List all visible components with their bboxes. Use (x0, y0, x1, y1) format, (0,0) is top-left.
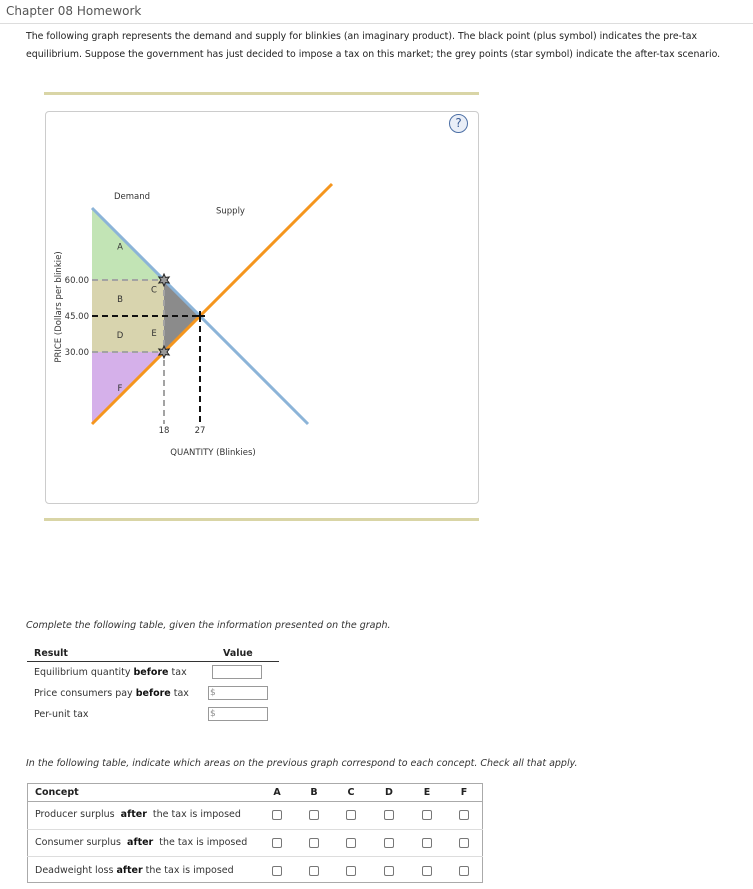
producer-surplus-checkbox-a[interactable] (272, 810, 282, 820)
price-consumers-input[interactable] (208, 686, 268, 700)
intro-line-2: equilibrium. Suppose the government has just decided to impose a tax on this market; the grey points (star symbol) indicate the after-tax scenario. (26, 49, 721, 60)
producer-surplus-checkbox-d[interactable] (384, 810, 394, 820)
deadweight-loss-checkbox-d[interactable] (384, 866, 394, 876)
producer-surplus-checkbox-c[interactable] (346, 810, 356, 820)
consumer-surplus-checkbox-c[interactable] (346, 838, 356, 848)
supply-label: Supply (216, 206, 245, 217)
table2-header-rule (27, 801, 483, 802)
table2-row-divider (27, 856, 483, 857)
equilibrium-quantity-input[interactable] (212, 665, 262, 679)
table1-row-per-unit-tax: Per-unit tax (34, 709, 89, 720)
area-label-d: D (116, 331, 124, 342)
area-label-e: E (151, 328, 157, 339)
table2-row-divider (27, 829, 483, 830)
intro-line-1: The following graph represents the demand and supply for blinkies (an imaginary product). The black point (plus symbol) indicates the pre-tax (26, 31, 698, 42)
deadweight-loss-checkbox-b[interactable] (309, 866, 319, 876)
table2-instruction: In the following table, indicate which areas on the previous graph correspond to each concept. Check all that apply. (26, 758, 578, 769)
deadweight-loss-checkbox-e[interactable] (422, 866, 432, 876)
producer-surplus-checkbox-b[interactable] (309, 810, 319, 820)
y-tick-label: 45.00 (64, 312, 89, 322)
page-title: Chapter 08 Homework (6, 4, 142, 18)
consumer-surplus-checkbox-f[interactable] (459, 838, 469, 848)
concept-row-deadweight-loss: Deadweight loss after the tax is imposed (35, 865, 234, 876)
dollar-sign: $ (210, 688, 216, 698)
concept-row-producer-surplus: Producer surplus after the tax is imposed (35, 809, 241, 820)
consumer-surplus-checkbox-a[interactable] (272, 838, 282, 848)
dollar-sign: $ (210, 709, 216, 719)
table1-instruction: Complete the following table, given the information presented on the graph. (26, 620, 391, 631)
table1-header-rule (27, 661, 279, 662)
y-tick-label: 30.00 (64, 348, 89, 358)
table1-row-equilibrium-quantity: Equilibrium quantity before tax (34, 667, 187, 678)
consumer-surplus-checkbox-b[interactable] (309, 838, 319, 848)
producer-surplus-checkbox-f[interactable] (459, 810, 469, 820)
x-tick-label: 27 (194, 426, 206, 436)
producer-surplus-checkbox-e[interactable] (422, 810, 432, 820)
deadweight-loss-checkbox-c[interactable] (346, 866, 356, 876)
consumer-surplus-checkbox-e[interactable] (422, 838, 432, 848)
table2-col-e: E (423, 787, 431, 798)
area-label-f: F (117, 384, 123, 394)
table2-col-c: C (347, 787, 355, 798)
demand-label: Demand (114, 192, 151, 202)
deadweight-loss-checkbox-a[interactable] (272, 866, 282, 876)
area-label-c: C (151, 285, 157, 296)
y-axis-title: PRICE (Dollars per blinkie) (54, 251, 64, 363)
x-tick-label: 18 (158, 426, 170, 436)
table2-col-d: D (385, 787, 393, 798)
table2-col-b: B (310, 787, 318, 798)
table1-header-value: Value (223, 648, 253, 659)
divider-bottom (44, 518, 479, 521)
y-tick-label: 60.00 (64, 276, 89, 286)
table1-header-result: Result (34, 648, 68, 659)
table2-col-f: F (460, 787, 468, 798)
consumer-surplus-checkbox-d[interactable] (384, 838, 394, 848)
table2-header-concept: Concept (35, 787, 79, 798)
deadweight-loss-checkbox-f[interactable] (459, 866, 469, 876)
question-mark-icon[interactable]: ? (449, 114, 468, 133)
area-label-b: B (117, 295, 123, 306)
concept-row-consumer-surplus: Consumer surplus after the tax is imposed (35, 837, 248, 848)
per-unit-tax-input[interactable] (208, 707, 268, 721)
x-axis-title: QUANTITY (Blinkies) (170, 448, 256, 458)
table1-row-price-consumers: Price consumers pay before tax (34, 688, 189, 699)
area-label-a: A (117, 242, 123, 253)
table2-col-a: A (273, 787, 281, 798)
